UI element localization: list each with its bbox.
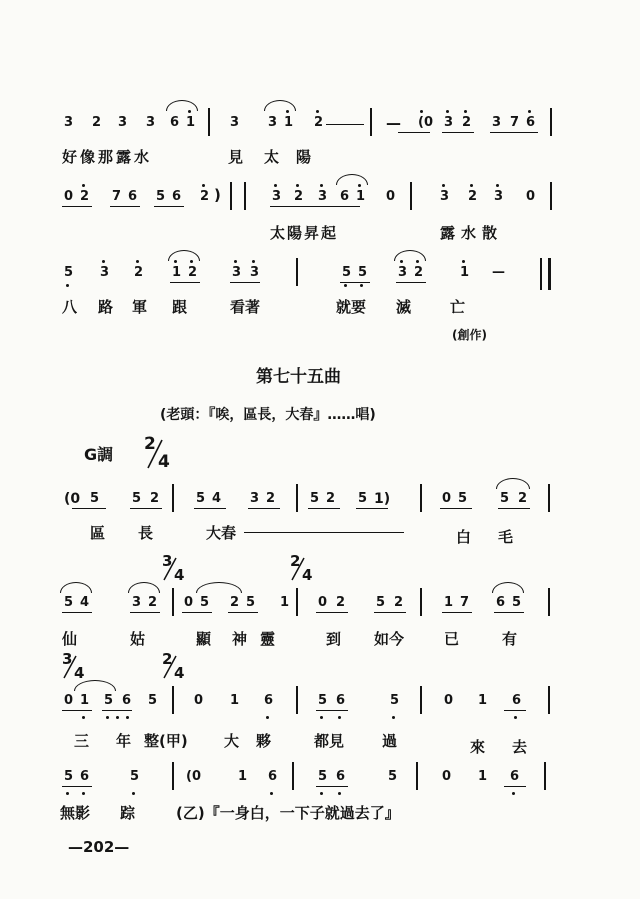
barline [420, 588, 422, 616]
note: 5 [512, 595, 522, 610]
extension-line [244, 532, 404, 533]
note: 3 [250, 265, 260, 280]
lyric: 陽 [296, 148, 312, 166]
barline [420, 484, 422, 512]
note: 6 [128, 189, 138, 204]
lyric: 無影 [60, 804, 91, 822]
lyric: 大春 [206, 524, 237, 542]
underline [194, 508, 226, 509]
note: 2 [200, 189, 210, 204]
barline [550, 182, 552, 210]
lyric: 見 [228, 148, 244, 166]
lyric: 八 [62, 298, 78, 316]
lyric: 靈 [260, 630, 276, 648]
barline [548, 484, 550, 512]
note: 2 [92, 115, 102, 130]
note: 2 [294, 189, 304, 204]
underline [102, 710, 132, 711]
note: 6 [264, 693, 274, 708]
note: 0 [184, 595, 194, 610]
note: 5 [132, 491, 142, 506]
underline [356, 508, 388, 509]
underline [374, 612, 406, 613]
note: 2 [188, 265, 198, 280]
lyric: 到 [326, 630, 342, 648]
note: 3 [230, 115, 240, 130]
note: 3 [132, 595, 142, 610]
lyric: 過 [382, 732, 398, 750]
barline [548, 588, 550, 616]
slur [166, 100, 198, 111]
barline [410, 182, 412, 210]
note: 6 [496, 595, 506, 610]
barline [416, 762, 418, 790]
note: 3 [118, 115, 128, 130]
underline [396, 282, 426, 283]
note: 6 [512, 693, 522, 708]
underline [442, 132, 474, 133]
page-number: —202— [68, 838, 130, 856]
lyric: 夥 [256, 732, 272, 750]
song-subtitle: (老頭：『唉，區長，大春』……唱) [160, 407, 376, 423]
note: 6 [122, 693, 132, 708]
note: 0 [64, 189, 74, 204]
barline [420, 686, 422, 714]
lyric: 區 [90, 524, 106, 542]
lyric: 露水散 [440, 224, 504, 242]
lyric: 來 [470, 738, 486, 756]
ts-num: 2 [290, 552, 301, 570]
note: 6 [340, 189, 350, 204]
note: 5 [196, 491, 206, 506]
slur [60, 582, 92, 593]
note: 0 [194, 693, 204, 708]
note: 5 [64, 769, 74, 784]
note: 2 [462, 115, 472, 130]
lyric: 太 [264, 148, 280, 166]
underline [498, 508, 530, 509]
barline [172, 588, 174, 616]
note: 1 [80, 693, 90, 708]
lyric: 仙 [62, 630, 78, 648]
note: 7 [460, 595, 470, 610]
note: 1 [444, 595, 454, 610]
underline [130, 508, 162, 509]
note: 2 [80, 189, 90, 204]
note: 5 [358, 265, 368, 280]
slur [196, 582, 242, 593]
note: 1 [186, 115, 196, 130]
note: 5 [342, 265, 352, 280]
underline [316, 710, 348, 711]
lyric: 好像那露水 [62, 148, 153, 166]
note: 2 [148, 595, 158, 610]
note: 5 [358, 491, 368, 506]
ts-num: 3 [62, 650, 73, 668]
note: 1 [478, 693, 488, 708]
note: 5 [64, 265, 74, 280]
note: 2 [150, 491, 160, 506]
lyric: 整(甲) [144, 732, 188, 750]
note: 1) [374, 491, 391, 507]
note: 5 [64, 595, 74, 610]
note: (0 [186, 769, 201, 784]
lyric: 有 [502, 630, 518, 648]
underline [308, 508, 340, 509]
note: 5 [104, 693, 114, 708]
lyric: 看著 [230, 298, 261, 316]
note: 6 [268, 769, 278, 784]
note: 5 [156, 189, 166, 204]
note: 2 [414, 265, 424, 280]
note: 0 [526, 189, 536, 204]
underline [62, 612, 92, 613]
note: 1 [460, 265, 470, 280]
note: 3 [440, 189, 450, 204]
barline [172, 484, 174, 512]
note: 0 [318, 595, 328, 610]
barline [544, 762, 546, 790]
note: 6 [510, 769, 520, 784]
note: 0 [64, 693, 74, 708]
note: 5 [318, 693, 328, 708]
note: 1 [230, 693, 240, 708]
barline [296, 686, 298, 714]
slur [336, 174, 368, 185]
note: 1 [478, 769, 488, 784]
note: 3 [494, 189, 504, 204]
note: — [386, 114, 401, 132]
barline [208, 108, 210, 136]
underline [494, 612, 524, 613]
note: 5 [130, 769, 140, 784]
lyric: 跟 [172, 298, 188, 316]
source-note: (創作) [452, 328, 487, 342]
note: (0 [418, 115, 433, 130]
note: 3 [250, 491, 260, 506]
ts-num: 3 [162, 552, 173, 570]
underline [170, 282, 200, 283]
barline [296, 588, 298, 616]
note: 2 [394, 595, 404, 610]
note: 3 [232, 265, 242, 280]
barline [292, 762, 294, 790]
note: 4 [212, 491, 222, 506]
barline [540, 258, 542, 290]
note: 3 [272, 189, 282, 204]
slur [496, 478, 530, 489]
note: 3 [492, 115, 502, 130]
barline [550, 108, 552, 136]
lyric: 顯 [196, 630, 212, 648]
note: 0 [442, 491, 452, 506]
lyric: 姑 [130, 630, 146, 648]
note: 3 [64, 115, 74, 130]
note: ) [214, 186, 221, 204]
note: 5 [148, 693, 158, 708]
lyric: 太陽昇起 [270, 224, 339, 242]
note: 6 [170, 115, 180, 130]
underline [182, 612, 212, 613]
time-numerator: 2 [144, 434, 156, 454]
note: 6 [336, 769, 346, 784]
note: 5 [200, 595, 210, 610]
note: 0 [442, 769, 452, 784]
slur [492, 582, 524, 593]
underline [270, 206, 360, 207]
slur [394, 250, 426, 261]
underline [504, 786, 526, 787]
underline [72, 508, 106, 509]
underline [230, 282, 260, 283]
lyric: 毛 [498, 528, 514, 546]
note: 5 [318, 769, 328, 784]
lyric: 都見 [314, 732, 345, 750]
underline [316, 612, 348, 613]
lyric: 滅 [396, 298, 412, 316]
lyric: 軍 [132, 298, 148, 316]
note: 7 [112, 189, 122, 204]
barline [244, 182, 246, 210]
note: 2 [336, 595, 346, 610]
underline [110, 206, 140, 207]
lyric: 去 [512, 738, 528, 756]
note: 5 [388, 769, 398, 784]
note: 2 [134, 265, 144, 280]
ts-den: 4 [74, 664, 85, 682]
underline [398, 132, 430, 133]
note: 5 [500, 491, 510, 506]
note: 6 [172, 189, 182, 204]
note: 2 [230, 595, 240, 610]
underline [62, 206, 92, 207]
note: 3 [100, 265, 110, 280]
time-denominator: 4 [158, 452, 170, 472]
note: (0 [64, 491, 81, 507]
lyric: 踪 [120, 804, 136, 822]
note: 5 [390, 693, 400, 708]
barline [230, 182, 232, 210]
lyric: 如今 [374, 630, 405, 648]
final-barline [548, 258, 551, 290]
underline [504, 710, 526, 711]
barline [172, 686, 174, 714]
lyric: 年 [116, 732, 132, 750]
note: 5 [246, 595, 256, 610]
note: 0 [444, 693, 454, 708]
note: 1 [284, 115, 294, 130]
lyric: 就要 [336, 298, 367, 316]
ts-den: 4 [174, 566, 185, 584]
ts-den: 4 [302, 566, 313, 584]
note: 5 [90, 491, 100, 506]
note: 2 [314, 115, 324, 130]
ts-den: 4 [174, 664, 185, 682]
underline [154, 206, 184, 207]
song-title: 第七十五曲 [256, 367, 341, 387]
lyric: 長 [138, 524, 154, 542]
underline [248, 508, 280, 509]
note: 5 [310, 491, 320, 506]
barline [296, 484, 298, 512]
note: 0 [386, 189, 396, 204]
slur [168, 250, 200, 261]
barline [370, 108, 372, 136]
note: 6 [336, 693, 346, 708]
dash [326, 124, 364, 125]
barline [548, 686, 550, 714]
note: 7 [510, 115, 520, 130]
note: 1 [238, 769, 248, 784]
lyric: 白 [456, 528, 472, 546]
underline [62, 786, 92, 787]
lyric: 路 [98, 298, 114, 316]
note: 1 [356, 189, 366, 204]
key-signature: G調 [84, 445, 114, 464]
note: 3 [146, 115, 156, 130]
underline [490, 132, 538, 133]
note: 2 [468, 189, 478, 204]
lyric: 大 [224, 732, 240, 750]
slur [264, 100, 296, 111]
underline [316, 786, 348, 787]
underline [228, 612, 258, 613]
underline [442, 612, 472, 613]
note: 6 [526, 115, 536, 130]
note: 2 [518, 491, 528, 506]
lyric: 三 [74, 732, 90, 750]
note: — [492, 265, 505, 280]
underline [440, 508, 472, 509]
underline [62, 710, 92, 711]
lyric: (乙)『一身白，一下子就過去了』 [176, 804, 400, 822]
note: 3 [444, 115, 454, 130]
slur [128, 582, 160, 593]
note: 3 [268, 115, 278, 130]
barline [296, 258, 298, 286]
note: 3 [398, 265, 408, 280]
note: 2 [266, 491, 276, 506]
barline [172, 762, 174, 790]
note: 6 [80, 769, 90, 784]
note: 1 [280, 595, 290, 610]
note: 3 [318, 189, 328, 204]
ts-num: 2 [162, 650, 173, 668]
lyric: 已 [444, 630, 460, 648]
lyric: 神 [232, 630, 248, 648]
note: 2 [326, 491, 336, 506]
note: 1 [172, 265, 182, 280]
underline [130, 612, 160, 613]
note: 5 [458, 491, 468, 506]
note: 4 [80, 595, 90, 610]
lyric: 亡 [450, 298, 466, 316]
note: 5 [376, 595, 386, 610]
